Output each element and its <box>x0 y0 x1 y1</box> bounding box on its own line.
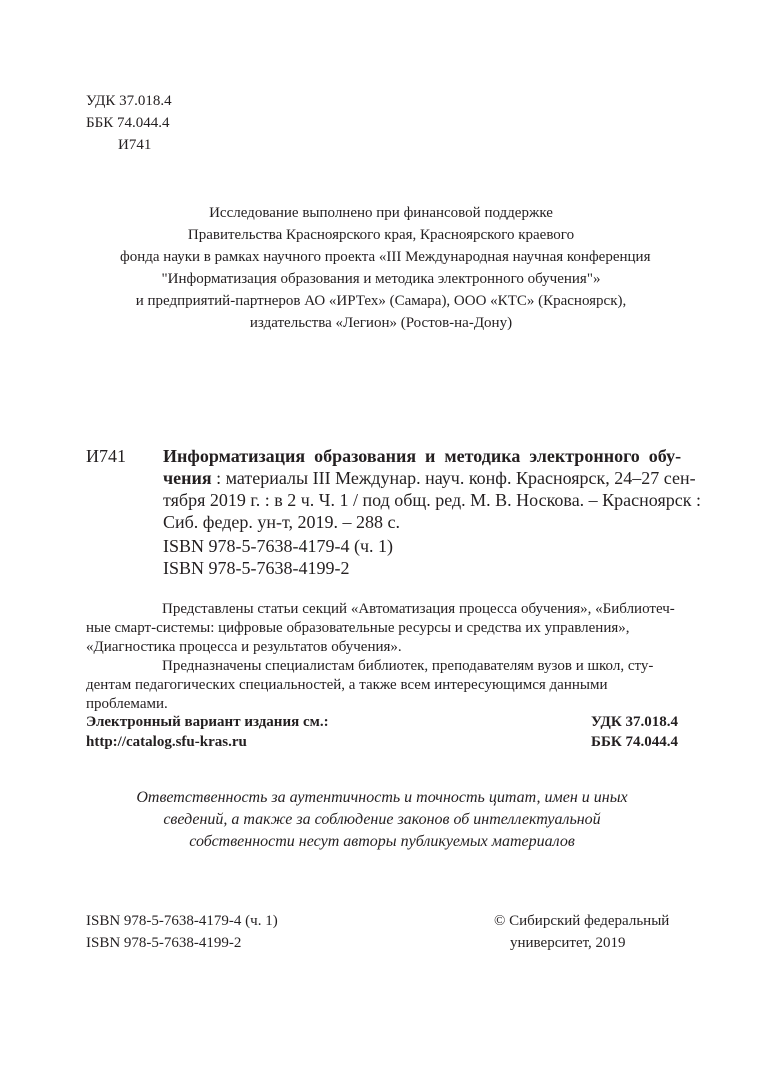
classification-codes-top <box>86 92 172 158</box>
bibliographic-entry <box>163 446 701 534</box>
annotation-line <box>86 676 678 695</box>
funding-note-line: "Информатизация образования и методика электронного обучения"» <box>161 271 601 287</box>
entry-description: тября 2019 г. : в 2 ч. Ч. 1 / под общ. ред. М. В. Носкова. – Красноярск : <box>163 490 701 510</box>
annotation-line <box>86 695 678 714</box>
author-sign-code: И741 <box>118 137 152 153</box>
funding-note-line: Исследование выполнено при финансовой поддержке <box>209 205 553 221</box>
footer-isbn-set: ISBN 978-5-7638-4199-2 <box>86 935 242 951</box>
udk-code: УДК 37.018.4 <box>86 93 172 109</box>
electronic-version-label: Электронный вариант издания см.: <box>86 714 329 730</box>
annotation <box>86 600 678 714</box>
copyright-line: университет, 2019 <box>510 935 626 951</box>
funding-note <box>120 204 651 336</box>
entry-index: И741 <box>86 446 126 466</box>
copyright-notice <box>494 912 669 956</box>
entry-line <box>163 446 682 468</box>
footer-isbn-block <box>86 912 278 956</box>
udk-code-bottom: УДК 37.018.4 <box>591 714 678 730</box>
annotation-text: Представлены статьи секций «Автоматизация процесса обучения», «Библиотеч- <box>162 601 675 617</box>
funding-note-line: и предприятий-партнеров АО «ИРТех» (Самара), ООО «КТС» (Красноярск), <box>135 293 627 309</box>
entry-line <box>163 512 678 534</box>
entry-line <box>163 490 701 512</box>
responsibility-line: сведений, а также за соблюдение законов об интеллектуальной <box>163 811 601 828</box>
annotation-text: Предназначены специалистам библиотек, преподавателям вузов и школ, сту- <box>162 658 654 674</box>
funding-note-line: Правительства Красноярского края, Красноярского краевого <box>187 227 575 243</box>
entry-description: : материалы III Междунар. науч. конф. Красноярск, 24–27 сен- <box>211 468 696 488</box>
entry-title: Информатизация образования и методика электронного обу- <box>163 446 682 466</box>
annotation-line <box>86 638 678 657</box>
entry-title-end: чения <box>163 468 212 488</box>
entry-isbn-block <box>163 536 393 580</box>
responsibility-line: Ответственность за аутентичность и точность цитат, имен и иных <box>136 789 628 806</box>
annotation-line <box>86 657 678 676</box>
responsibility-line: собственности несут авторы публикуемых материалов <box>189 833 575 850</box>
bbk-code: ББК 74.044.4 <box>86 115 170 131</box>
annotation-line <box>86 600 678 619</box>
funding-note-line: издательства «Легион» (Ростов-на-Дону) <box>249 315 513 331</box>
catalog-url: http://catalog.sfu-kras.ru <box>86 734 247 750</box>
annotation-line <box>86 619 678 638</box>
copyright-line: © Сибирский федеральный <box>494 913 670 929</box>
entry-publisher: Сиб. федер. ун-т, 2019. – 288 с. <box>163 512 400 532</box>
isbn-set: ISBN 978-5-7638-4199-2 <box>163 558 350 578</box>
annotation-text: дентам педагогических специальностей, а также всем интересующимся данными <box>86 677 608 693</box>
footer-isbn-part1: ISBN 978-5-7638-4179-4 (ч. 1) <box>86 913 278 929</box>
annotation-text: ные смарт-системы: цифровые образовательные ресурсы и средства их управления», <box>86 620 630 636</box>
bbk-code-bottom: ББК 74.044.4 <box>591 734 678 750</box>
isbn-part1: ISBN 978-5-7638-4179-4 (ч. 1) <box>163 536 394 556</box>
funding-note-line: фонда науки в рамках научного проекта «III Международная научная конференция <box>120 249 651 265</box>
electronic-url-row <box>86 733 678 752</box>
electronic-version-row <box>86 713 678 732</box>
responsibility-notice <box>86 788 678 854</box>
annotation-text: проблемами. <box>86 696 168 712</box>
entry-line <box>163 468 696 490</box>
annotation-text: «Диагностика процесса и результатов обучения». <box>86 639 402 655</box>
